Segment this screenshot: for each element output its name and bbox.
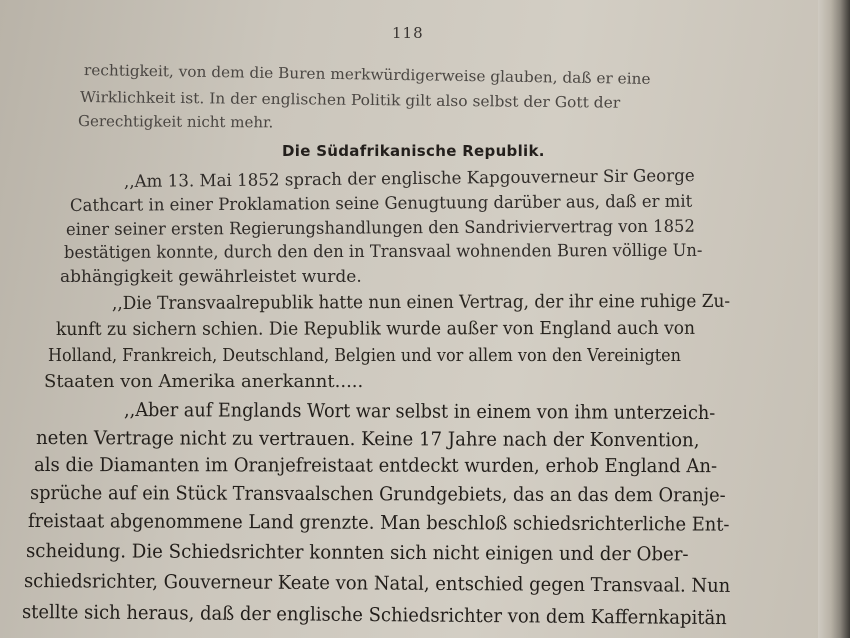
- text-line: Staaten von Amerika anerkannt.....: [44, 371, 364, 392]
- text-line: freistaat abgenommene Land grenzte. Man beschloß schiedsrichterliche Ent-: [27, 510, 730, 536]
- section-heading: Die Südafrikanische Republik.: [282, 142, 545, 160]
- text-line: abhängigkeit gewährleistet wurde.: [60, 267, 362, 287]
- text-line: kunft zu sichern schien. Die Republik wurde außer von England auch von: [55, 317, 696, 340]
- text-line: stellte sich heraus, daß der englische Schiedsrichter von dem Kaffernkapitän: [21, 601, 727, 630]
- book-page-edge: [818, 0, 850, 638]
- text-line: als die Diamanten im Oranjefreistaat entdeckt wurden, erhob England An-: [33, 454, 718, 478]
- text-line: Gerechtigkeit nicht mehr.: [77, 112, 274, 132]
- text-line: scheidung. Die Schiedsrichter konnten sich nicht einigen und der Ober-: [25, 540, 689, 566]
- text-line: sprüche auf ein Stück Transvaalschen Grundgebiets, das an das dem Oranje-: [29, 482, 726, 507]
- text-line: ,,Am 13. Mai 1852 sprach der englische Kapgouverneur Sir George: [123, 166, 695, 192]
- text-line: bestätigen konnte, durch den den in Transvaal wohnenden Buren völlige Un-: [63, 240, 703, 263]
- text-line: schiedsrichter, Gouverneur Keate von Natal, entschied gegen Transvaal. Nun: [23, 570, 731, 597]
- text-line: neten Vertrage nicht zu vertrauen. Keine 17 Jahre nach der Konvention,: [35, 427, 700, 452]
- text-line: Wirklichkeit ist. In der englischen Politik gilt also selbst der Gott der: [79, 88, 621, 112]
- text-line: Cathcart in einer Proklamation seine Genugtuung darüber aus, daß er mit: [69, 191, 693, 216]
- text-line: rechtigkeit, von dem die Buren merkwürdigerweise glauben, daß er eine: [83, 61, 651, 88]
- text-line: ,,Aber auf Englands Wort war selbst in einem von ihm unterzeich-: [123, 399, 716, 425]
- text-line: ,,Die Transvaalrepublik hatte nun einen Vertrag, der ihr eine ruhige Zu-: [111, 290, 731, 314]
- page-number: 118: [392, 24, 424, 42]
- text-line: einer seiner ersten Regierungshandlungen den Sandriviervertrag von 1852: [65, 216, 695, 240]
- text-line: Holland, Frankreich, Deutschland, Belgien und vor allem von den Vereinigten: [48, 345, 681, 366]
